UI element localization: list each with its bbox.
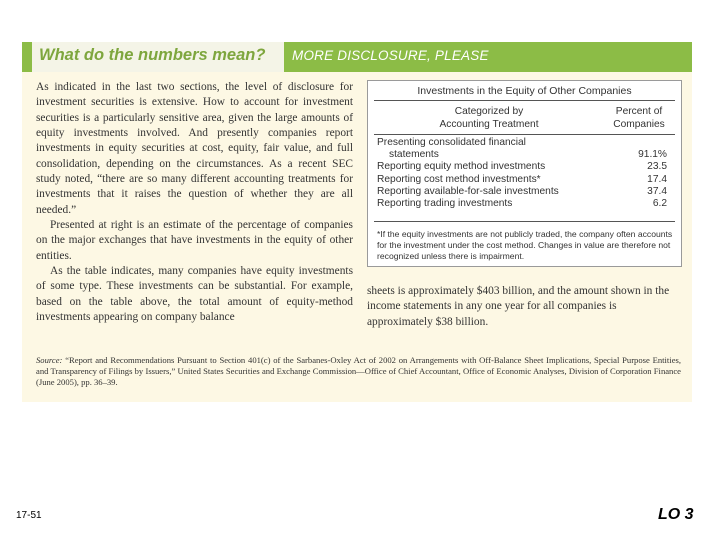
row-label: Reporting available-for-sale investments <box>377 185 559 197</box>
table-column-header-category <box>374 106 604 131</box>
header-title-tab <box>32 42 284 72</box>
table-body <box>377 137 671 210</box>
left-column-text <box>36 80 353 326</box>
paragraph-3: As the table indicates, many companies have equity investments of some type. These investments can be substantial. For example, based on the table above, the total amount of equity-method investments appearing on company balance <box>36 265 353 324</box>
column-header-line: Accounting Treatment <box>439 118 539 130</box>
row-label: Presenting consolidated financial <box>377 137 526 148</box>
paragraph-1: As indicated in the last two sections, the level of disclosure for investment securities is extensive. How to account for investment securities is a particularly sensitive area, given the large amounts of equity investments involved. And presently companies report investments in equity securities at cost, equity, fair value, and full consolidation, depending on the circumstances. As a recent SEC study noted, “there are so many different accounting treatments for investments that it raises the question of whether they are all needed.” <box>36 81 353 216</box>
disclosure-panel <box>22 42 692 402</box>
source-label: Source: <box>36 355 63 365</box>
table-row <box>377 198 671 210</box>
column-header-line: Percent of <box>615 106 663 117</box>
column-header-line: Companies <box>613 118 665 130</box>
right-column-text <box>367 284 683 330</box>
table-footnote: *If the equity investments are not publicly traded, the company often accounts for the investment under the cost method. Changes in value are therefore not recognized unless there is impairment. <box>377 229 673 261</box>
learning-objective-label: LO 3 <box>658 506 694 523</box>
column-header-line: Categorized by <box>454 106 524 117</box>
table-row <box>377 161 671 173</box>
slide-number: 17-51 <box>16 510 42 521</box>
row-value: 23.5 <box>647 161 667 173</box>
table-title: Investments in the Equity of Other Companies <box>417 85 632 97</box>
row-label: statements <box>389 149 439 161</box>
table-row <box>377 137 671 149</box>
row-value: 91.1% <box>638 149 667 161</box>
source-text: “Report and Recommendations Pursuant to Section 401(c) of the Sarbanes-Oxley Act of 2002 on Arrangements with Off-Balance Sheet Implications, Special Purpose Entities, and Transparency of Filings by Issuers,” United States Securities and Exchange Commission—Office of Chief Accountant, Office of Economic Analyses, Division of Corporation Finance (June 2005), pp. 36–39. <box>36 355 681 388</box>
row-value: 17.4 <box>647 173 667 185</box>
table-rule-top <box>374 100 675 101</box>
paragraph-continued: sheets is approximately $403 billion, and the amount shown in the income statements in any one year for all companies is approximately $38 billion. <box>367 285 670 328</box>
row-label: Reporting equity method investments <box>377 161 546 173</box>
table-row <box>377 186 671 198</box>
panel-header-bar <box>22 42 692 72</box>
table-rule-bottom <box>374 221 675 222</box>
row-value: 37.4 <box>647 185 667 197</box>
header-subtitle: MORE DISCLOSURE, PLEASE <box>292 48 489 63</box>
table-row <box>377 174 671 186</box>
row-value: 6.2 <box>652 198 667 210</box>
table-rule-header <box>374 134 675 135</box>
table-column-header-percent <box>604 106 674 131</box>
row-label: Reporting trading investments <box>377 198 513 210</box>
table-row <box>377 149 671 161</box>
row-label: Reporting cost method investments* <box>377 173 541 185</box>
paragraph-2: Presented at right is an estimate of the percentage of companies on the major exchanges that have investments in the equity of other entities. <box>36 219 353 262</box>
equity-investments-table <box>367 80 682 267</box>
source-citation <box>36 355 681 389</box>
header-title: What do the numbers mean? <box>39 46 266 64</box>
